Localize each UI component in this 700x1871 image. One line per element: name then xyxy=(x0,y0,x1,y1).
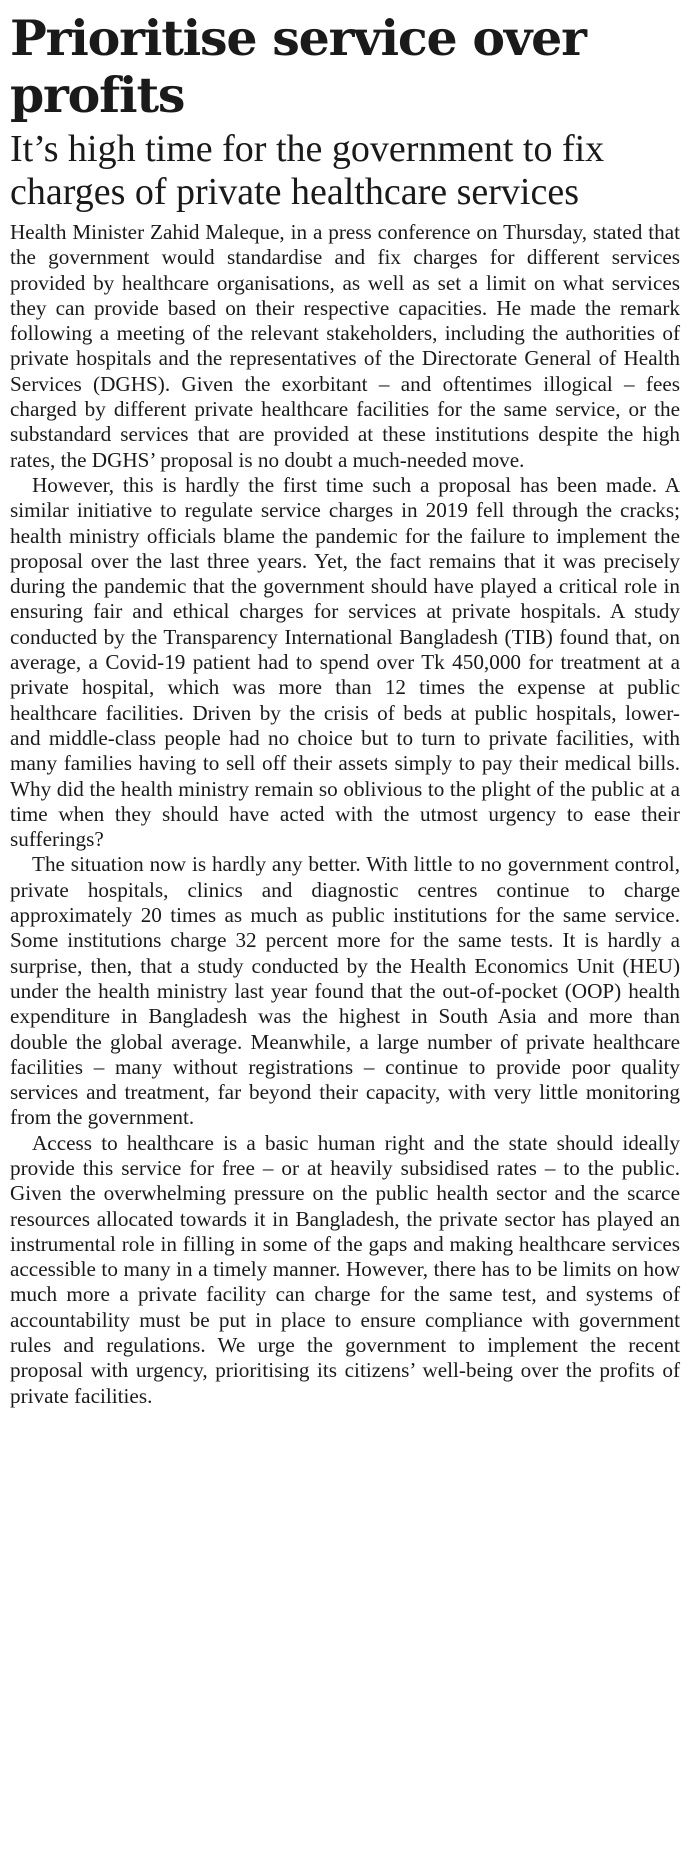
paragraph: Access to healthcare is a basic human right and the state should ideally provide this service for free – or at heavily subsidised rates – to the public. Given the overwhelming pressure on the public health sector and the scarce resources allocated towards it in Bangladesh, the private sector has played an instrumental role in filling in some of the gaps and making healthcare services accessible to many in a timely manner. However, there has to be limits on how much more a private facility can charge for the same test, and systems of accountability must be put in place to ensure compliance with government rules and regulations. We urge the government to implement the recent proposal with urgency, prioritising its citizens’ well-being over the profits of private facilities. xyxy=(10,1130,680,1408)
headline: Prioritise service over profits xyxy=(10,9,586,124)
paragraph: However, this is hardly the first time such a proposal has been made. A similar initiative to regulate service charges in 2019 fell through the cracks; health ministry officials blame the pandemic for the failure to implement the proposal over the last three years. Yet, the fact remains that it was precisely during the pandemic that the government should have played a critical role in ensuring fair and ethical charges for services at private hospitals. A study conducted by the Transparency International Bangladesh (TIB) found that, on average, a Covid-19 patient had to spend over Tk 450,000 for treatment at a private hospital, which was more than 12 times the expense at public healthcare facilities. Driven by the crisis of beds at public hospitals, lower- and middle-class people had no choice but to turn to private facilities, with many families having to sell off their assets simply to pay their medical bills. Why did the health ministry remain so oblivious to the plight of the public at a time when they should have acted with the utmost urgency to ease their sufferings? xyxy=(10,472,680,852)
article-body xyxy=(10,220,680,1409)
subheadline: It’s high time for the government to fix charges of private healthcare services xyxy=(10,128,605,213)
paragraph: The situation now is hardly any better. With little to no government control, private hospitals, clinics and diagnostic centres continue to charge approximately 20 times as much as public institutions for the same service. Some institutions charge 32 percent more for the same tests. It is hardly a surprise, then, that a study conducted by the Health Economics Unit (HEU) under the health ministry last year found that the out-of-pocket (OOP) health expenditure in Bangladesh was the highest in South Asia and more than double the global average. Meanwhile, a large number of private healthcare facilities – many without registrations – continue to provide poor quality services and treatment, far beyond their capacity, with very little monitoring from the government. xyxy=(10,852,680,1130)
paragraph: Health Minister Zahid Maleque, in a press conference on Thursday, stated that the government would standardise and fix charges for different services provided by healthcare organisations, as well as set a limit on what services they can provide based on their respective capacities. He made the remark following a meeting of the relevant stakeholders, including the authorities of private hospitals and the representatives of the Directorate General of Health Services (DGHS). Given the exorbitant – and oftentimes illogical – fees charged by different private healthcare facilities for the same service, or the substandard services that are provided at these institutions despite the high rates, the DGHS’ proposal is no doubt a much-needed move. xyxy=(10,220,680,472)
